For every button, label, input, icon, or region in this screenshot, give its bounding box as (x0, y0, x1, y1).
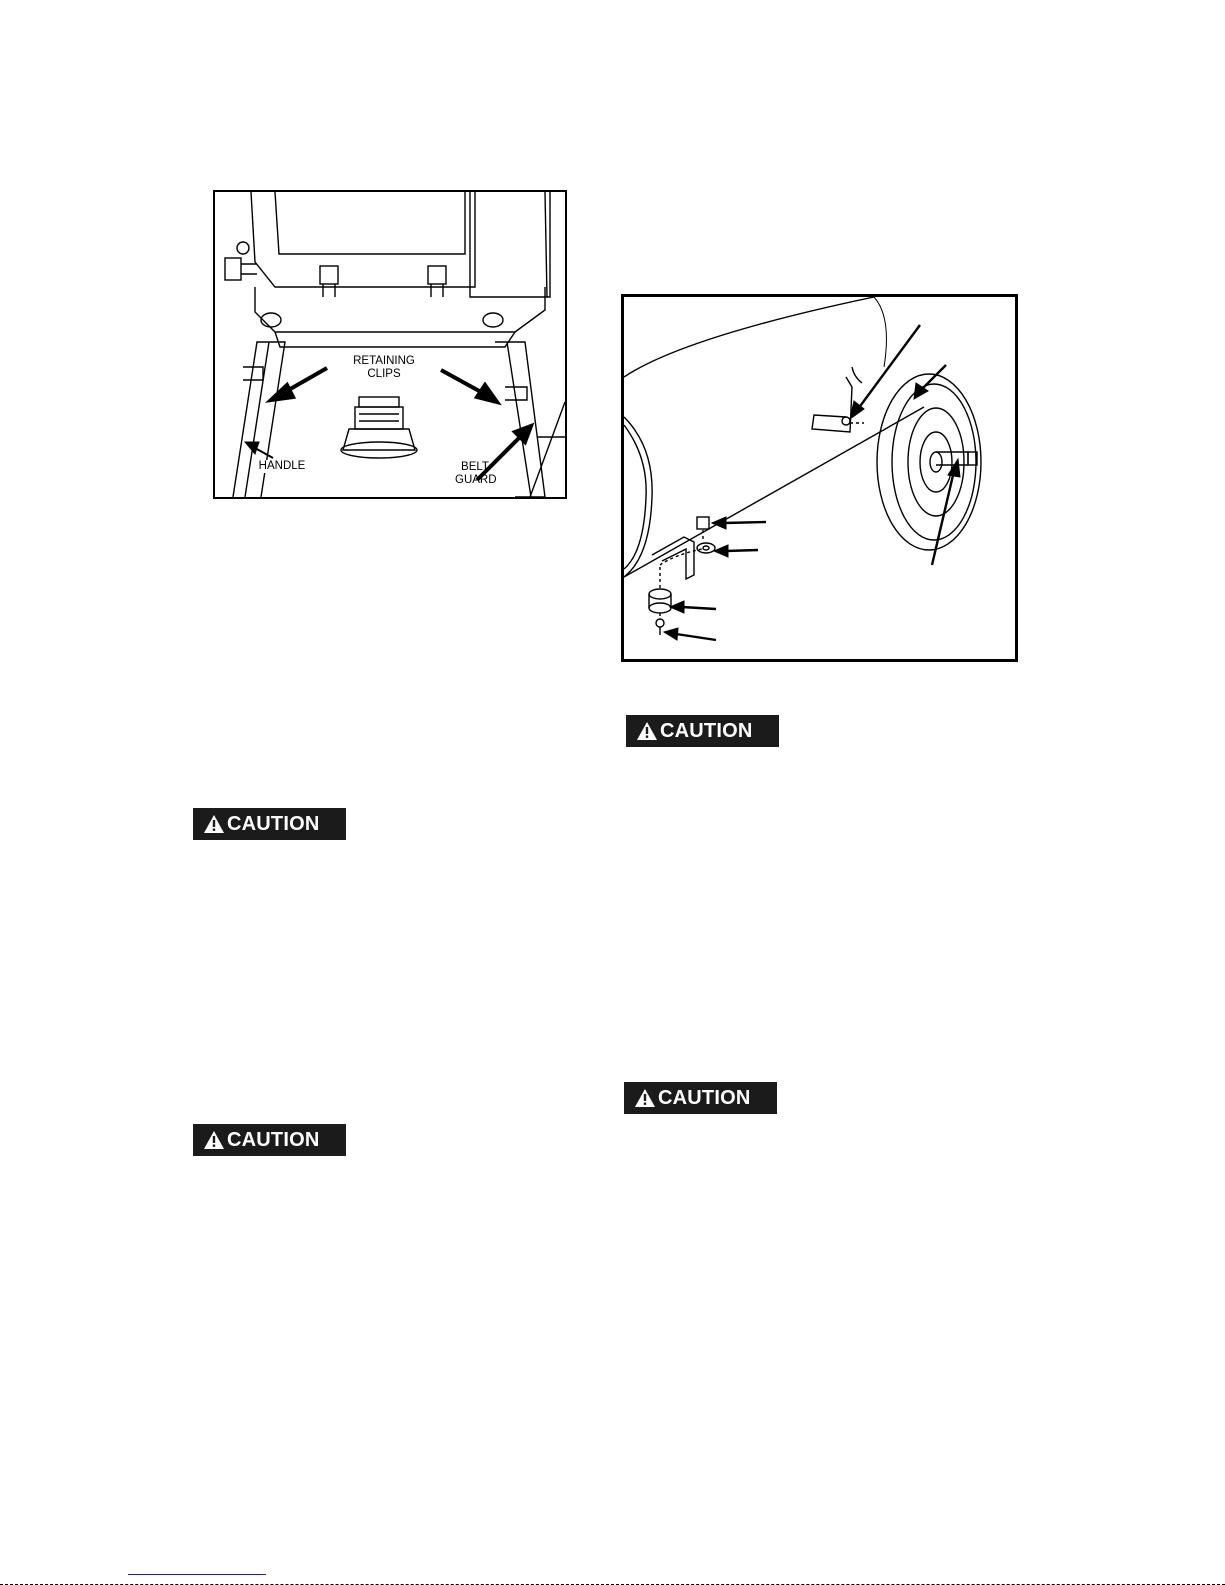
callout-retaining-clips: RETAINING CLIPS (343, 355, 425, 381)
caution-label: CAUTION (658, 1086, 751, 1109)
wheel-assembly-illustration (624, 297, 1015, 659)
callout-belt-guard: BELT GUARD (455, 461, 497, 486)
handle-illustration (215, 192, 565, 497)
caution-label: CAUTION (227, 1128, 320, 1151)
caution-badge (626, 715, 779, 747)
warning-triangle-icon (204, 815, 224, 833)
callout-handle: HANDLE (253, 460, 311, 473)
caution-label: CAUTION (660, 719, 753, 742)
caution-badge (193, 808, 346, 840)
figure-wheel-assembly (621, 294, 1018, 662)
caution-badge (624, 1082, 777, 1114)
warning-triangle-icon (635, 1089, 655, 1107)
caution-badge (193, 1124, 346, 1156)
footer-link-underline[interactable] (128, 1574, 266, 1575)
figure-handle-retaining-clips (213, 190, 567, 499)
warning-triangle-icon (637, 722, 657, 740)
warning-triangle-icon (204, 1131, 224, 1149)
caution-label: CAUTION (227, 812, 320, 835)
